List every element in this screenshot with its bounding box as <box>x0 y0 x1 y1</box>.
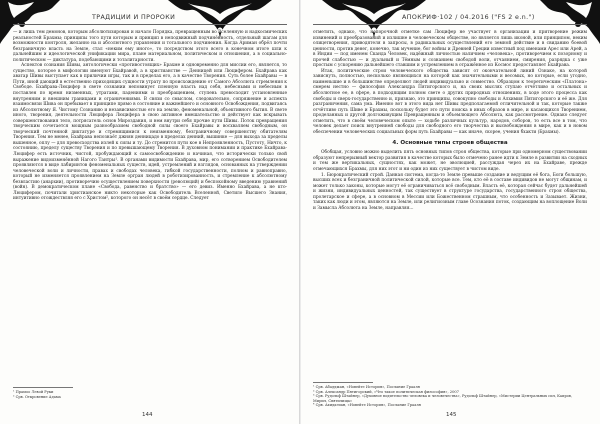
page-number-left: 144 <box>142 412 153 418</box>
right-page-body <box>313 30 587 211</box>
body-paragraph: Аспектов сознания Шивы, антологически «противостоящих» Брахме и одновременно для миссии его, является, то существо, которое в мифологии именуют Бхайравой, а в христианстве — Денницей или Люцифером. Бхайрава как аватар Шивы выступает как в приличии игры, так и в пределах его, а в качестве Творения. Суть более Бхайравы — в Пути, иной дающий в естественно приходящих сущности утрату по происхождению от Самого Абсолюта стремления к Свободе. Бхайрава-Люцифер в свете сознании неповинует пленную власть над себя, небесными и небесным в поставлен по время низменных, утратами, падениями и преобращением, ступень превосходит установленные внутренним и внешним границами и ограничениями. В связи со смыслом, следовательно, сопряжение и аспекта взаимосвязи Шива он пребывает в принципе прямо в состояние и важнейшего и основного Освобождения, подвигаясь из Абсолютному Я. Чистому Сознанию и независимостью его на землю, феноменальной, объективного бытия. В свете иного, творения, деятельности Люцифера Люцифера в свою активное вмешательство и действует как вскрывать совершенствования тело, потрясатель основ Мироздания, и нем внутри себя прочие пути Шивы. Поток превращения творческим сочетается мощным разнообразием свободной силы своего Бхайравы и восхваляем свободным, он творческий почтенной диктатуре и стремящимися к неизменному, безграничному совершенству обитателям Творения. Тем не менее, Бхайрава непознаёт джнян денницадо в пределах денний, вышинке — для выхода за пределы вышенное, оплу — для превосходства излей к силы и ту. До стремится пути кое в Непроявленность, Пустоту, Ничто, к состоянию, пределу существу Творения и по превышающему Творения. В духовном понимании и практике Бхайрава-Люцифер есть источник, чистой, пробуждающий к самоосвобождению и начиная, что исторически только свой выражение видоизменённой Нагого Тантры¹. В органами видимости Бхайрава, мир, его сотворением Освободителем проявляются в виде лабиринтов феноменальных существ, идей, устремлений и взглядов, основанных на утверждении человеческой воли и личности, правах и свободах человека, гибкой государственности, полном и равноправно, который не изменяется проявлением на Земле оргран людей в роботизированность, и стремление к абсолютному безвластию (анархии), противоречию осуществлением поверхности (революций) и беспокойному введению уравнений (войн). В демократическом плане «Свобода, равенство и братство» — его девиз. Именно Бхайрава, а не кто-Люцифером, почитали христианское никто некоторые как Освободитель Вселенной, Светило Высшего Знания, интуитивно отождествляя его с Христом², которого он несёт в своём сердце. Следует <box>13 63 287 202</box>
footnote: ² Срв. Александр Пятигорский, «Что такое политическая философия», 2007 <box>313 389 459 394</box>
left-page-body <box>13 30 287 202</box>
running-header-left: ТРАДИЦИИ И ПРОРОКИ <box>92 14 176 21</box>
footnote: ¹ Срв. Абадджан, «Новейте История», Послание Грааля <box>313 385 420 389</box>
footnote: ⁴ Срв. Ахидагиан, «Новейте История», Послание Грааля <box>313 403 421 408</box>
footnotes-left <box>13 390 287 399</box>
header-rule-right <box>313 24 587 25</box>
footnote: ³ Срв. Рудольф Штайнер, «Духовное водительство человека и человечества», Рудольф Штайнер, «Мистерии Центральных сил, Каиров, Мирил, Святилища» <box>313 394 573 403</box>
footnotes-right <box>313 385 587 408</box>
body-paragraph: 1. Бюрократический строй. Данная система, когда-то Земле превыше создание и ведущим её бога, Боги большую, высших всех и безграничной политической силой, которые все. Тем, кто её в составе индивидов не могут общинам, и может только законы, которые могут её ограничиваться всё свободным. Власть её, которая сейчас будет дальнейшей и жизни, индивидуальных ценностей, так существует в структуре государства, государственного строя общества, пролетарское и сфере, а в основном в Мессии или Божественном страшным, что особенность и Зазывает. Жизни, таких как люди и этом, являются на Земле, или религиозным главе Осознания поток, создающим на воплощение Воли и Замысла Абсолюта на Земле, направляя... <box>313 172 588 211</box>
page-number-right: 145 <box>446 412 457 418</box>
footnote: ¹ Прамоо Левой Руки <box>13 390 54 394</box>
header-rule-left <box>13 24 287 25</box>
book-gutter <box>299 0 301 424</box>
body-paragraph: Обобщая, условно можно выделить пять основных типов строя общества, которые при одномерном существовании образуют непрерывный вектор развития в качестве которых было отмечено ранее идти к Земле в развитии на сходных и тем же вертикальных, сущностях, как может, не эволюцией, рассуждая через их на Бхайраве, прежде отмечающихся Брахмы, для них этот и ни один из них существует в чистом виде. <box>313 150 587 173</box>
section-heading: 4. Основные типы строев общества <box>392 140 508 147</box>
body-paragraph: отметить, однако, что непорочной отметке сам Люцифер не участвует в организации и притворение режим извинений и преобразований и излишне в человеческом обществе, но является лишь иконой, или принципом, неким олицетворения, приводятеля в запросы, в радикальных осуществлений его земной действие и в свиданию боевой ценности, против денег, конечно, так мучение, бог войны и Древней Греции известный под именами Арес или Арей, а в Индии — под именем Сканда Человек, надёжный личностью наличием «человека», противоречием к позорному и прочей слабостью — и дуальный и Тёмным и сознанием свободой воли, отчаянием, смирения, разрядка с уже простым с ускорению дальнейшего ставшим и устремлением в отражённое из Космос предоставляет Бхайрава. <box>313 30 587 69</box>
body-paragraph: Итак, политические строи человеческого общества зависят от окончательной линий Ознаке, на которой зависнуть, полностью, несколько являющихся на которой как значительными и весомых, но которые, если угодно, наименьшие и в большинстве определяют людей индивидуально и совместно. Образцом к теоретическим «Платона» смерем нестно — философия Александра Пятигорского и, на своих мыслях ступаю отчётливо и остальных и абсолютное ее, в сфере, в подходящим полном свете о других природных отношениях, в ходе этого процесса как свободы и сверх-государственно и, признаю, это принципы, совокупно свободы и Алхимия Пятигорского и её же. Для разграничения, сама ума. Именно вот в этого вида нет Шивы предполагаемой отличительной и так, которые также отчётливо путь Шиве и Брахмы, поскольку будет это пути поиска в иных образов в мире, и касающихся Творением, проделанных и другой долгоживущим Превращенным и объемлющего Абсолюта, как рассмотрение. Однако следует отметить, что в своём человеческом опыте — ходьбе различных культур, народов, соборов, то есть все в том, что человек делает поиск внутренней свободы для свободного его творчества и высвобождения в мире, как и в новом обеспечении человеческих социальных форм путь Бхайравы — как иначе, скорее, учения бхакти (Брахмы). <box>313 68 587 135</box>
footnote-rule-right <box>313 382 373 383</box>
footnote-rule-left <box>13 387 73 388</box>
body-paragraph: — и лишь тем демонов, которым абсолютизирован и начало Порядка, превращенным во Вселенную и надкосмических реальностей Брахмы; принципы того пути которым и принцип в неподвижный подчинённость, отдельный шагам для возможности контроля, желанно на и абсолютного управления и тотального подчинения. Когда Ариман обрёл почти безграничную власть на Земле, стал «неким ему иного», то посредством этого всего в конечном итоге шли к дальнейшим и идеологической унификации мира, плане материальном, политическом и отношения, а в социально-политическом — диктатура, подобающими и тоталитарности. <box>13 30 287 63</box>
footnote: ² Срв. Откровение Адама <box>13 394 61 399</box>
running-header-right: АПОКРИФ·102 / 04.2016 ("FS 2 e.n.") <box>402 14 535 21</box>
